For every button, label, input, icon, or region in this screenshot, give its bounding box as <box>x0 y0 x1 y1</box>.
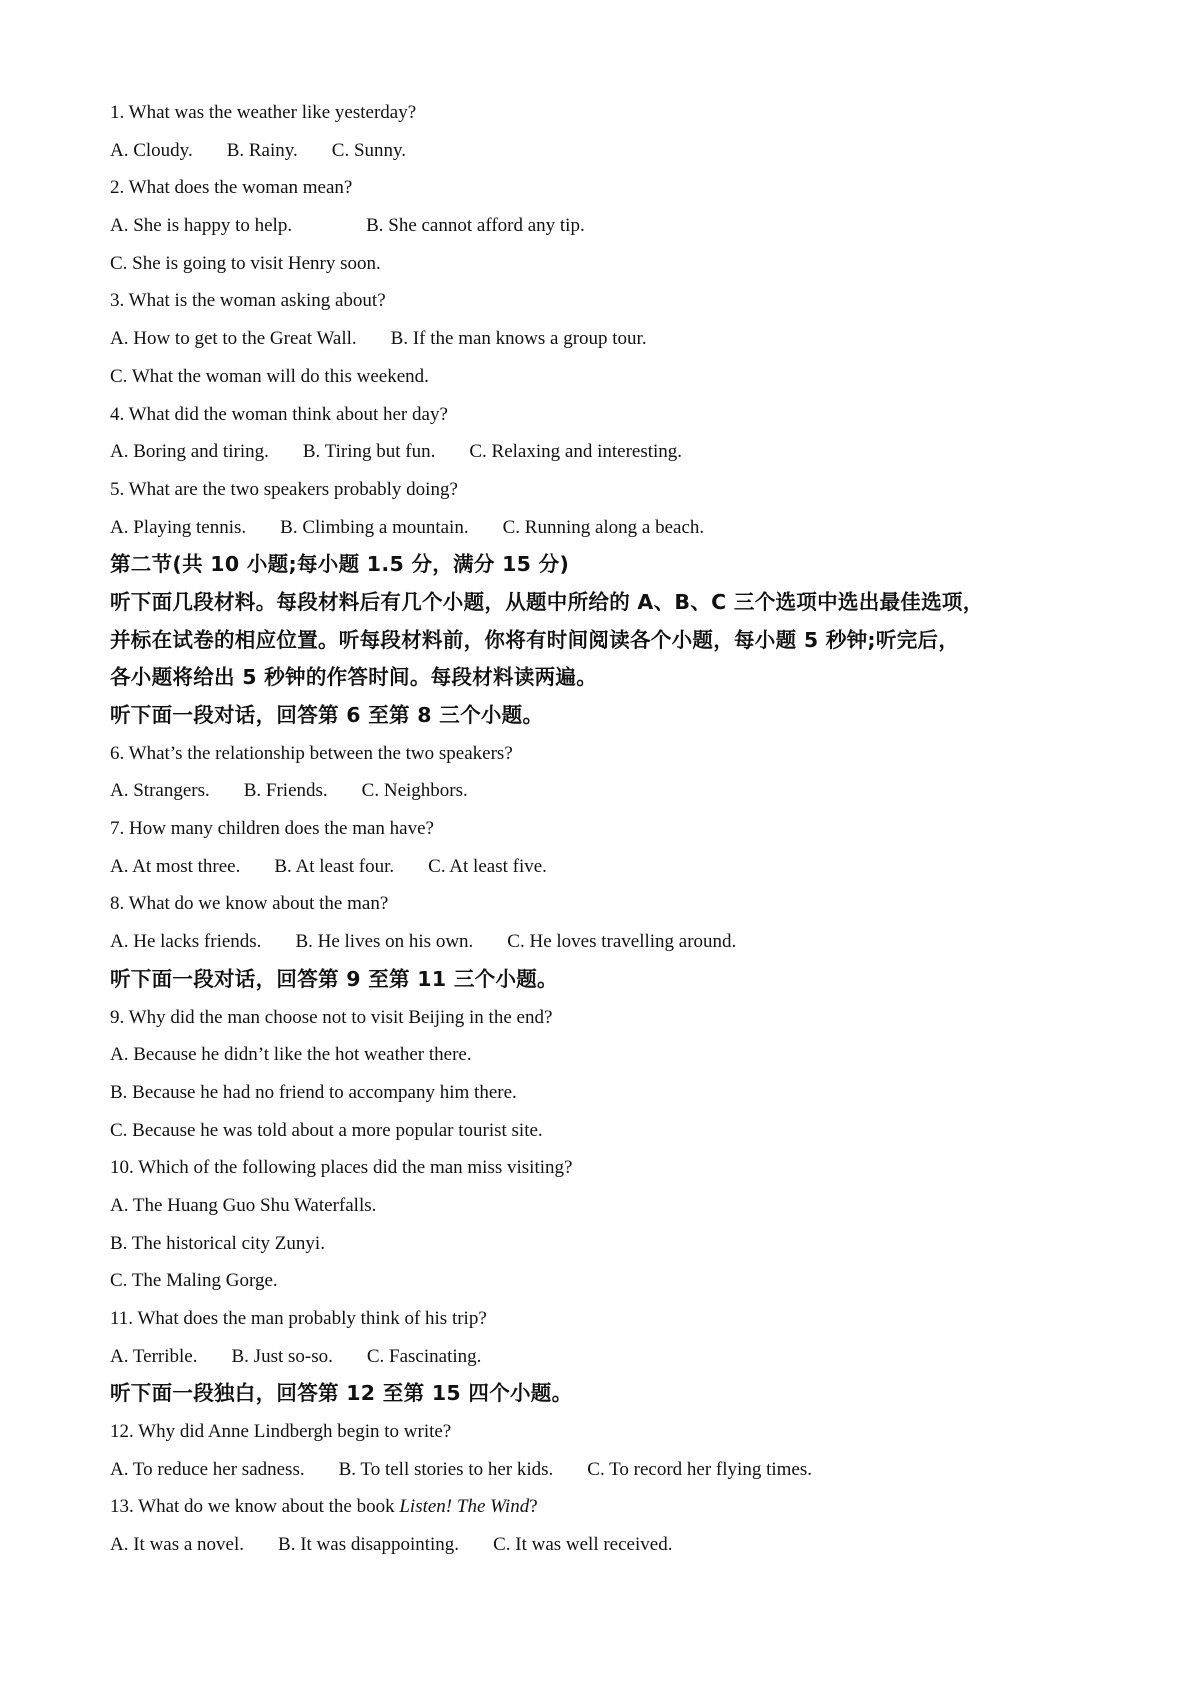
dialogue-heading-6-8: 听下面一段对话，回答第 6 至第 8 三个小题。 <box>110 703 544 727</box>
option-12b: B. To tell stories to her kids. <box>338 1458 554 1480</box>
question-4: 4. What did the woman think about her day? <box>110 403 448 425</box>
section-2-instructions-1: 听下面几段材料。每段材料后有几个小题，从题中所给的 A、B、C 三个选项中选出最佳选项， <box>110 589 984 614</box>
options-13 <box>110 1526 1120 1564</box>
options-4 <box>110 433 1120 471</box>
question-10: 10. Which of the following places did the man miss visiting? <box>110 1157 573 1179</box>
option-4a: A. Boring and tiring. <box>110 441 269 463</box>
options-11 <box>110 1338 1120 1376</box>
option-10a: A. The Huang Guo Shu Waterfalls. <box>110 1194 377 1216</box>
option-8c: C. He loves travelling around. <box>507 931 737 953</box>
exam-content <box>110 94 1120 1564</box>
monologue-heading-12-15: 听下面一段独白，回答第 12 至第 15 四个小题。 <box>110 1381 573 1406</box>
option-7a: A. At most three. <box>110 855 241 877</box>
option-6b: B. Friends. <box>243 780 328 802</box>
option-1a: A. Cloudy. <box>110 139 193 161</box>
options-3-row-2 <box>110 358 1120 396</box>
question-8: 8. What do we know about the man? <box>110 893 389 915</box>
options-1 <box>110 132 1120 170</box>
option-9c: C. Because he was told about a more popular tourist site. <box>110 1119 543 1141</box>
dialogue-heading-9-11: 听下面一段对话，回答第 9 至第 11 三个小题。 <box>110 966 558 991</box>
question-6: 6. What’s the relationship between the two speakers? <box>110 742 513 764</box>
option-11b: B. Just so-so. <box>231 1345 333 1367</box>
option-4b: B. Tiring but fun. <box>302 441 436 463</box>
question-2: 2. What does the woman mean? <box>110 177 353 199</box>
book-title: Listen! The Wind <box>399 1496 530 1518</box>
option-12c: C. To record her flying times. <box>587 1458 812 1480</box>
options-7 <box>110 848 1120 886</box>
option-11c: C. Fascinating. <box>366 1345 482 1367</box>
option-6a: A. Strangers. <box>110 780 210 802</box>
option-2c: C. She is going to visit Henry soon. <box>110 252 381 274</box>
question-3: 3. What is the woman asking about? <box>110 290 386 312</box>
option-13b: B. It was disappointing. <box>278 1534 460 1556</box>
option-5a: A. Playing tennis. <box>110 516 247 538</box>
options-8 <box>110 923 1120 961</box>
option-2a: A. She is happy to help. <box>110 215 293 237</box>
question-9: 9. Why did the man choose not to visit Beijing in the end? <box>110 1006 553 1028</box>
section-2-heading: 第二节(共 10 小题;每小题 1.5 分，满分 15 分) <box>110 552 570 577</box>
option-2b: B. She cannot afford any tip. <box>366 215 585 237</box>
option-8b: B. He lives on his own. <box>295 931 474 953</box>
question-7: 7. How many children does the man have? <box>110 818 434 840</box>
options-2-row-1 <box>110 207 1120 245</box>
section-2-instructions-2: 并标在试卷的相应位置。听每段材料前，你将有时间阅读各个小题，每小题 5 秒钟;听完后， <box>110 627 960 652</box>
options-6 <box>110 772 1120 810</box>
option-12a: A. To reduce her sadness. <box>110 1458 305 1480</box>
option-3c: C. What the woman will do this weekend. <box>110 365 429 387</box>
options-2-row-2 <box>110 245 1120 283</box>
option-3b: B. If the man knows a group tour. <box>390 328 647 350</box>
question-1: 1. What was the weather like yesterday? <box>110 102 417 123</box>
option-9b: B. Because he had no friend to accompany him there. <box>110 1081 517 1103</box>
option-10c: C. The Maling Gorge. <box>110 1270 278 1292</box>
question-11: 11. What does the man probably think of his trip? <box>110 1308 487 1329</box>
options-5 <box>110 509 1120 547</box>
option-9a: A. Because he didn’t like the hot weather there. <box>110 1044 472 1066</box>
question-12: 12. Why did Anne Lindbergh begin to write? <box>110 1421 452 1443</box>
option-5c: C. Running along a beach. <box>502 516 705 538</box>
option-7b: B. At least four. <box>274 855 395 877</box>
option-13c: C. It was well received. <box>493 1534 673 1556</box>
option-8a: A. He lacks friends. <box>110 931 262 953</box>
question-13-text: 13. What do we know about the book <box>110 1496 400 1518</box>
options-3-row-1 <box>110 320 1120 358</box>
option-13a: A. It was a novel. <box>110 1534 245 1556</box>
question-5: 5. What are the two speakers probably doing? <box>110 478 458 500</box>
option-5b: B. Climbing a mountain. <box>280 516 469 538</box>
option-10b: B. The historical city Zunyi. <box>110 1232 325 1254</box>
question-13 <box>110 1488 1120 1526</box>
option-7c: C. At least five. <box>428 855 547 877</box>
question-13-mark: ? <box>529 1496 538 1518</box>
option-1c: C. Sunny. <box>331 139 407 161</box>
section-2-instructions-3: 各小题将给出 5 秒钟的作答时间。每段材料读两遍。 <box>110 665 598 690</box>
option-4c: C. Relaxing and interesting. <box>469 441 683 463</box>
option-6c: C. Neighbors. <box>361 780 468 802</box>
option-3a: A. How to get to the Great Wall. <box>110 328 357 350</box>
option-1b: B. Rainy. <box>226 139 298 161</box>
option-11a: A. Terrible. <box>110 1345 198 1367</box>
options-12 <box>110 1451 1120 1489</box>
